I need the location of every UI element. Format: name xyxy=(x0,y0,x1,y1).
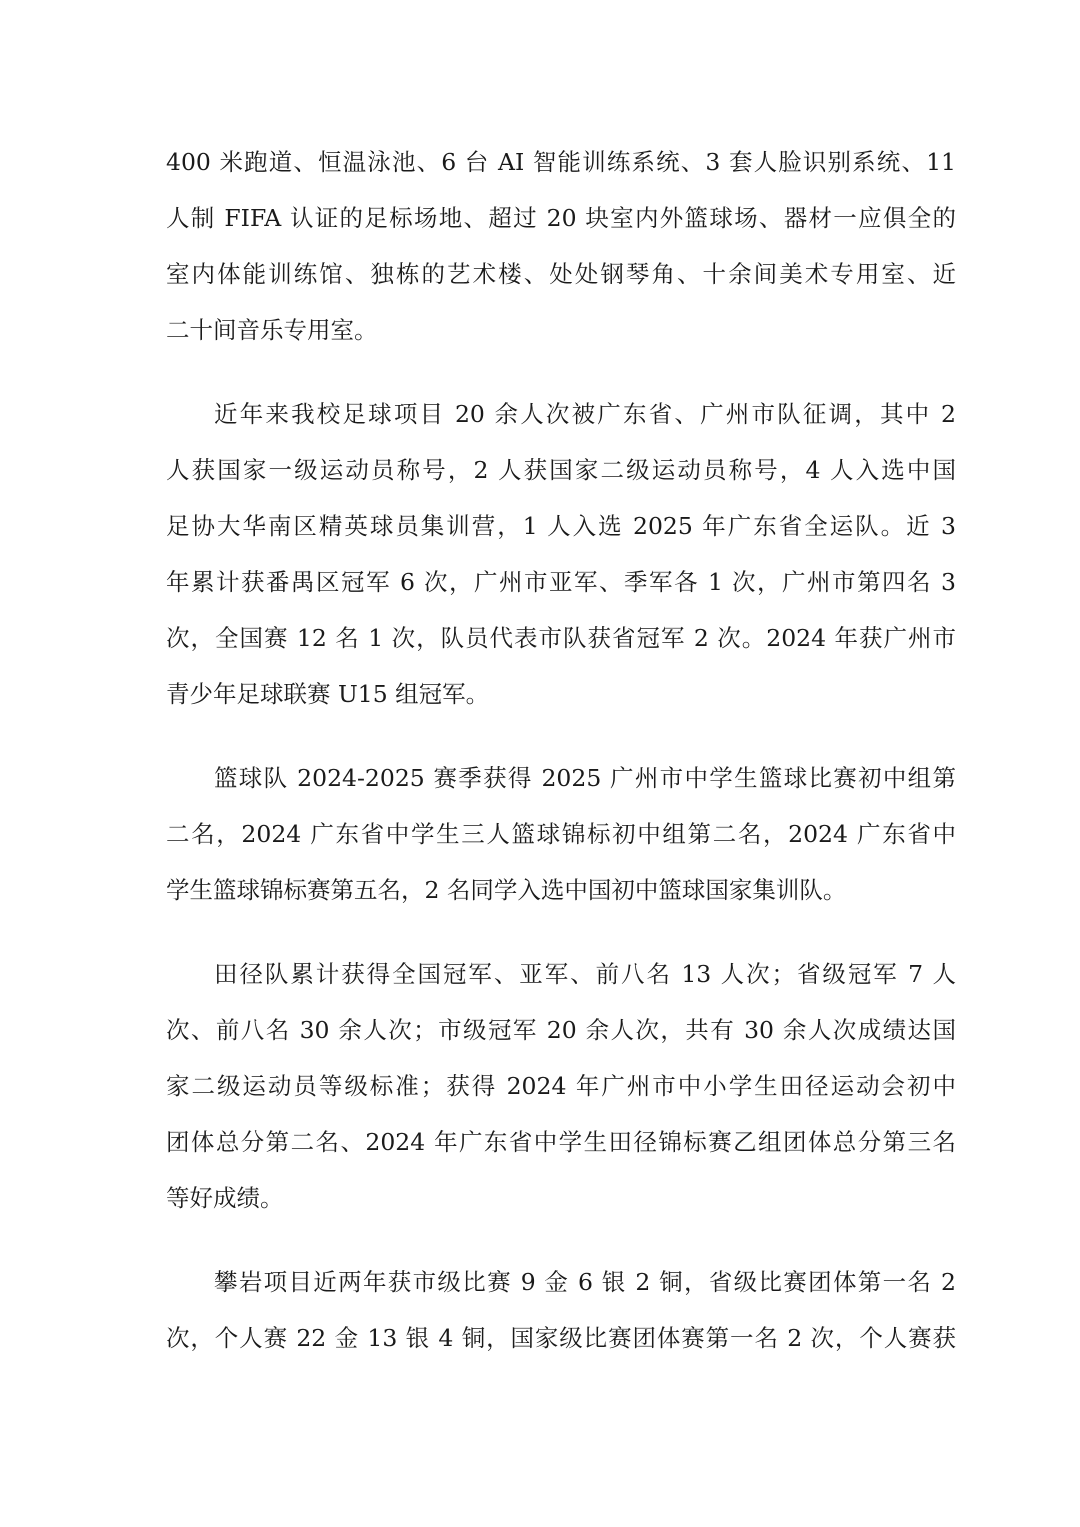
text-line: 家二级运动员等级标准；获得 2024 年广州市中小学生田径运动会初中 xyxy=(166,1072,956,1100)
text-line: 学生篮球锦标赛第五名，2 名同学入选中国初中篮球国家集训队。 xyxy=(166,876,847,904)
text-line: 二十间音乐专用室。 xyxy=(166,316,378,344)
text-line: 人制 FIFA 认证的足标场地、超过 20 块室内外篮球场、器材一应俱全的 xyxy=(166,204,956,232)
text-line: 篮球队 2024-2025 赛季获得 2025 广州市中学生篮球比赛初中组第 xyxy=(214,764,956,792)
text-line: 二名，2024 广东省中学生三人篮球锦标初中组第二名，2024 广东省中 xyxy=(166,820,956,848)
text-line: 次，全国赛 12 名 1 次，队员代表市队获省冠军 2 次。2024 年获广州市 xyxy=(166,624,956,652)
text-line: 足协大华南区精英球员集训营，1 人入选 2025 年广东省全运队。近 3 xyxy=(166,512,956,540)
text-line: 年累计获番禺区冠军 6 次，广州市亚军、季军各 1 次，广州市第四名 3 xyxy=(166,568,956,596)
text-line: 田径队累计获得全国冠军、亚军、前八名 13 人次；省级冠军 7 人 xyxy=(214,960,956,988)
text-line: 人获国家一级运动员称号，2 人获国家二级运动员称号，4 人入选中国 xyxy=(166,456,956,484)
text-line: 等好成绩。 xyxy=(166,1184,284,1212)
text-line: 攀岩项目近两年获市级比赛 9 金 6 银 2 铜，省级比赛团体第一名 2 xyxy=(214,1268,956,1296)
text-line: 团体总分第二名、2024 年广东省中学生田径锦标赛乙组团体总分第三名 xyxy=(166,1128,956,1156)
text-line: 400 米跑道、恒温泳池、6 台 AI 智能训练系统、3 套人脸识别系统、11 xyxy=(166,148,956,176)
text-line: 室内体能训练馆、独栋的艺术楼、处处钢琴角、十余间美术专用室、近 xyxy=(166,260,956,288)
text-line: 次，个人赛 22 金 13 银 4 铜，国家级比赛团体赛第一名 2 次，个人赛获 xyxy=(166,1324,956,1352)
text-line: 青少年足球联赛 U15 组冠军。 xyxy=(166,680,490,708)
text-line: 近年来我校足球项目 20 余人次被广东省、广州市队征调，其中 2 xyxy=(214,400,956,428)
text-line: 次、前八名 30 余人次；市级冠军 20 余人次，共有 30 余人次成绩达国 xyxy=(166,1016,956,1044)
